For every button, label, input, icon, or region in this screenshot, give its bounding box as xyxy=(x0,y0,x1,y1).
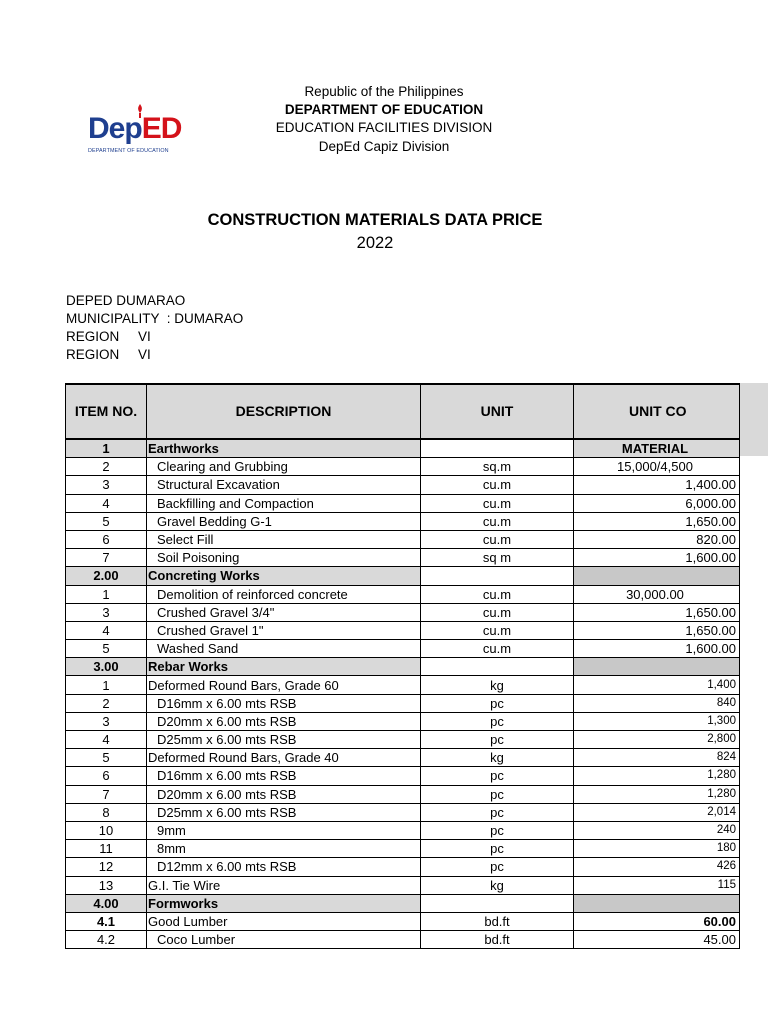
cell-unit: pc xyxy=(421,785,574,803)
cell-item-no: 6 xyxy=(66,530,147,548)
cell-description: D16mm x 6.00 mts RSB xyxy=(147,694,421,712)
cell-unit-cost: 1,600.00 xyxy=(574,549,740,567)
info-municipality: MUNICIPALITY : DUMARAO xyxy=(66,311,244,326)
cell-unit-cost xyxy=(574,894,740,912)
cell-unit-cost: 824 xyxy=(574,749,740,767)
cell-unit xyxy=(421,658,574,676)
cell-unit: sq m xyxy=(421,549,574,567)
cell-description: 8mm xyxy=(147,840,421,858)
cell-item-no: 10 xyxy=(66,821,147,839)
cell-item-no: 7 xyxy=(66,549,147,567)
table-row xyxy=(66,712,740,730)
table-row xyxy=(66,621,740,639)
cell-unit-cost: 1,400 xyxy=(574,676,740,694)
cell-description: G.I. Tie Wire xyxy=(147,876,421,894)
cell-description: Formworks xyxy=(147,894,421,912)
cell-description: D20mm x 6.00 mts RSB xyxy=(147,785,421,803)
cell-description: D25mm x 6.00 mts RSB xyxy=(147,803,421,821)
cell-unit: pc xyxy=(421,731,574,749)
cell-item-no: 4.1 xyxy=(66,912,147,930)
cell-description: Crushed Gravel 3/4" xyxy=(147,603,421,621)
cell-unit: kg xyxy=(421,876,574,894)
cell-description: Washed Sand xyxy=(147,640,421,658)
cell-item-no: 1 xyxy=(66,585,147,603)
table-row xyxy=(66,676,740,694)
cell-unit: bd.ft xyxy=(421,931,574,949)
cell-unit: kg xyxy=(421,676,574,694)
cell-item-no: 4 xyxy=(66,621,147,639)
cell-description: Earthworks xyxy=(147,439,421,458)
cell-unit-cost: 426 xyxy=(574,858,740,876)
cell-description: Clearing and Grubbing xyxy=(147,458,421,476)
cell-item-no: 6 xyxy=(66,767,147,785)
table-row xyxy=(66,476,740,494)
header-item-no: ITEM NO. xyxy=(66,384,147,439)
cell-description: Rebar Works xyxy=(147,658,421,676)
table-row xyxy=(66,494,740,512)
cell-unit-cost: 30,000.00 xyxy=(574,585,740,603)
table-row xyxy=(66,530,740,548)
cell-item-no: 3 xyxy=(66,603,147,621)
cell-description: D20mm x 6.00 mts RSB xyxy=(147,712,421,730)
header-department: DEPARTMENT OF EDUCATION xyxy=(284,102,484,117)
cell-unit: cu.m xyxy=(421,603,574,621)
table-section-row xyxy=(66,894,740,912)
table-section-row xyxy=(66,567,740,585)
cell-unit-cost: 1,650.00 xyxy=(574,512,740,530)
cell-item-no: 4 xyxy=(66,731,147,749)
cell-description: Soil Poisoning xyxy=(147,549,421,567)
cell-unit-cost: 1,600.00 xyxy=(574,640,740,658)
header-division: EDUCATION FACILITIES DIVISION xyxy=(275,120,493,135)
info-region: REGION VI xyxy=(66,347,151,362)
cell-description: Backfilling and Compaction xyxy=(147,494,421,512)
cell-description: Gravel Bedding G-1 xyxy=(147,512,421,530)
cell-unit xyxy=(421,894,574,912)
cell-unit-cost: 60.00 xyxy=(574,912,740,930)
cell-item-no: 13 xyxy=(66,876,147,894)
cell-item-no: 2 xyxy=(66,458,147,476)
table-row xyxy=(66,912,740,930)
table-row xyxy=(66,821,740,839)
cell-unit-cost: 180 xyxy=(574,840,740,858)
cell-unit: kg xyxy=(421,749,574,767)
table-row xyxy=(66,767,740,785)
cell-unit-cost: 820.00 xyxy=(574,530,740,548)
cell-unit-cost: 6,000.00 xyxy=(574,494,740,512)
cell-unit-cost: 1,650.00 xyxy=(574,621,740,639)
cell-unit xyxy=(421,439,574,458)
table-row xyxy=(66,785,740,803)
table-row xyxy=(66,585,740,603)
document-year: 2022 xyxy=(356,234,394,252)
cell-unit-cost: 45.00 xyxy=(574,931,740,949)
header-capiz: DepEd Capiz Division xyxy=(318,139,450,154)
cell-unit-cost xyxy=(574,658,740,676)
cell-unit: cu.m xyxy=(421,640,574,658)
table-header-row xyxy=(66,384,740,439)
cell-unit: pc xyxy=(421,821,574,839)
cell-unit-cost: 2,800 xyxy=(574,731,740,749)
logo-wordmark: DepED xyxy=(88,112,182,145)
price-table xyxy=(65,383,740,949)
table-row xyxy=(66,731,740,749)
cell-unit: pc xyxy=(421,767,574,785)
cell-item-no: 11 xyxy=(66,840,147,858)
cell-item-no: 1 xyxy=(66,439,147,458)
cell-unit: cu.m xyxy=(421,585,574,603)
cell-unit-cost: MATERIAL xyxy=(574,439,740,458)
header-unit: UNIT xyxy=(421,384,574,439)
cell-item-no: 5 xyxy=(66,512,147,530)
cell-unit-cost: 1,650.00 xyxy=(574,603,740,621)
cell-unit-cost: 2,014 xyxy=(574,803,740,821)
cell-item-no: 12 xyxy=(66,858,147,876)
table-row xyxy=(66,549,740,567)
table-row xyxy=(66,749,740,767)
cell-item-no: 7 xyxy=(66,785,147,803)
cell-unit xyxy=(421,567,574,585)
cell-description: Select Fill xyxy=(147,530,421,548)
table-section-row xyxy=(66,658,740,676)
cell-item-no: 3 xyxy=(66,712,147,730)
table-section-row xyxy=(66,439,740,458)
cell-unit: cu.m xyxy=(421,530,574,548)
cell-item-no: 2 xyxy=(66,694,147,712)
cell-unit: pc xyxy=(421,712,574,730)
cell-unit: pc xyxy=(421,803,574,821)
cell-unit-cost: 1,400.00 xyxy=(574,476,740,494)
info-region: REGION VI xyxy=(66,329,151,344)
table-row xyxy=(66,931,740,949)
logo-subtitle: DEPARTMENT OF EDUCATION xyxy=(88,148,169,154)
cell-item-no: 4.2 xyxy=(66,931,147,949)
cell-unit-cost: 240 xyxy=(574,821,740,839)
cell-description: D16mm x 6.00 mts RSB xyxy=(147,767,421,785)
cell-item-no: 4 xyxy=(66,494,147,512)
table-row xyxy=(66,512,740,530)
table-row xyxy=(66,840,740,858)
header-unit-cost: UNIT CO xyxy=(574,384,740,439)
cell-item-no: 5 xyxy=(66,640,147,658)
cell-item-no: 8 xyxy=(66,803,147,821)
cell-unit-cost: 15,000/4,500 xyxy=(574,458,740,476)
cell-unit: pc xyxy=(421,858,574,876)
cell-unit: cu.m xyxy=(421,494,574,512)
cell-unit: sq.m xyxy=(421,458,574,476)
cell-description: D25mm x 6.00 mts RSB xyxy=(147,731,421,749)
header-description: DESCRIPTION xyxy=(147,384,421,439)
table-row xyxy=(66,803,740,821)
cell-description: Concreting Works xyxy=(147,567,421,585)
cell-description: Crushed Gravel 1" xyxy=(147,621,421,639)
cell-unit-cost: 115 xyxy=(574,876,740,894)
cell-description: Deformed Round Bars, Grade 40 xyxy=(147,749,421,767)
cell-item-no: 2.00 xyxy=(66,567,147,585)
cell-item-no: 4.00 xyxy=(66,894,147,912)
cell-unit: cu.m xyxy=(421,476,574,494)
cell-unit-cost xyxy=(574,567,740,585)
table-row xyxy=(66,858,740,876)
cell-item-no: 5 xyxy=(66,749,147,767)
cell-unit-cost: 1,300 xyxy=(574,712,740,730)
table-row xyxy=(66,694,740,712)
cell-item-no: 1 xyxy=(66,676,147,694)
cell-item-no: 3 xyxy=(66,476,147,494)
cell-description: Deformed Round Bars, Grade 60 xyxy=(147,676,421,694)
cell-description: Coco Lumber xyxy=(147,931,421,949)
cell-description: Demolition of reinforced concrete xyxy=(147,585,421,603)
cell-unit: pc xyxy=(421,840,574,858)
cell-description: Good Lumber xyxy=(147,912,421,930)
cell-description: 9mm xyxy=(147,821,421,839)
cell-unit-cost: 1,280 xyxy=(574,785,740,803)
table-row xyxy=(66,640,740,658)
cell-unit: bd.ft xyxy=(421,912,574,930)
cell-unit-cost: 1,280 xyxy=(574,767,740,785)
table-row xyxy=(66,458,740,476)
cell-unit: cu.m xyxy=(421,512,574,530)
table-row xyxy=(66,876,740,894)
table-row xyxy=(66,603,740,621)
cell-unit-cost: 840 xyxy=(574,694,740,712)
cell-description: Structural Excavation xyxy=(147,476,421,494)
cell-item-no: 3.00 xyxy=(66,658,147,676)
info-school: DEPED DUMARAO xyxy=(66,293,186,308)
cell-unit: cu.m xyxy=(421,621,574,639)
cell-unit: pc xyxy=(421,694,574,712)
header-republic: Republic of the Philippines xyxy=(304,84,464,99)
cell-description: D12mm x 6.00 mts RSB xyxy=(147,858,421,876)
document-title: CONSTRUCTION MATERIALS DATA PRICE xyxy=(207,211,543,229)
